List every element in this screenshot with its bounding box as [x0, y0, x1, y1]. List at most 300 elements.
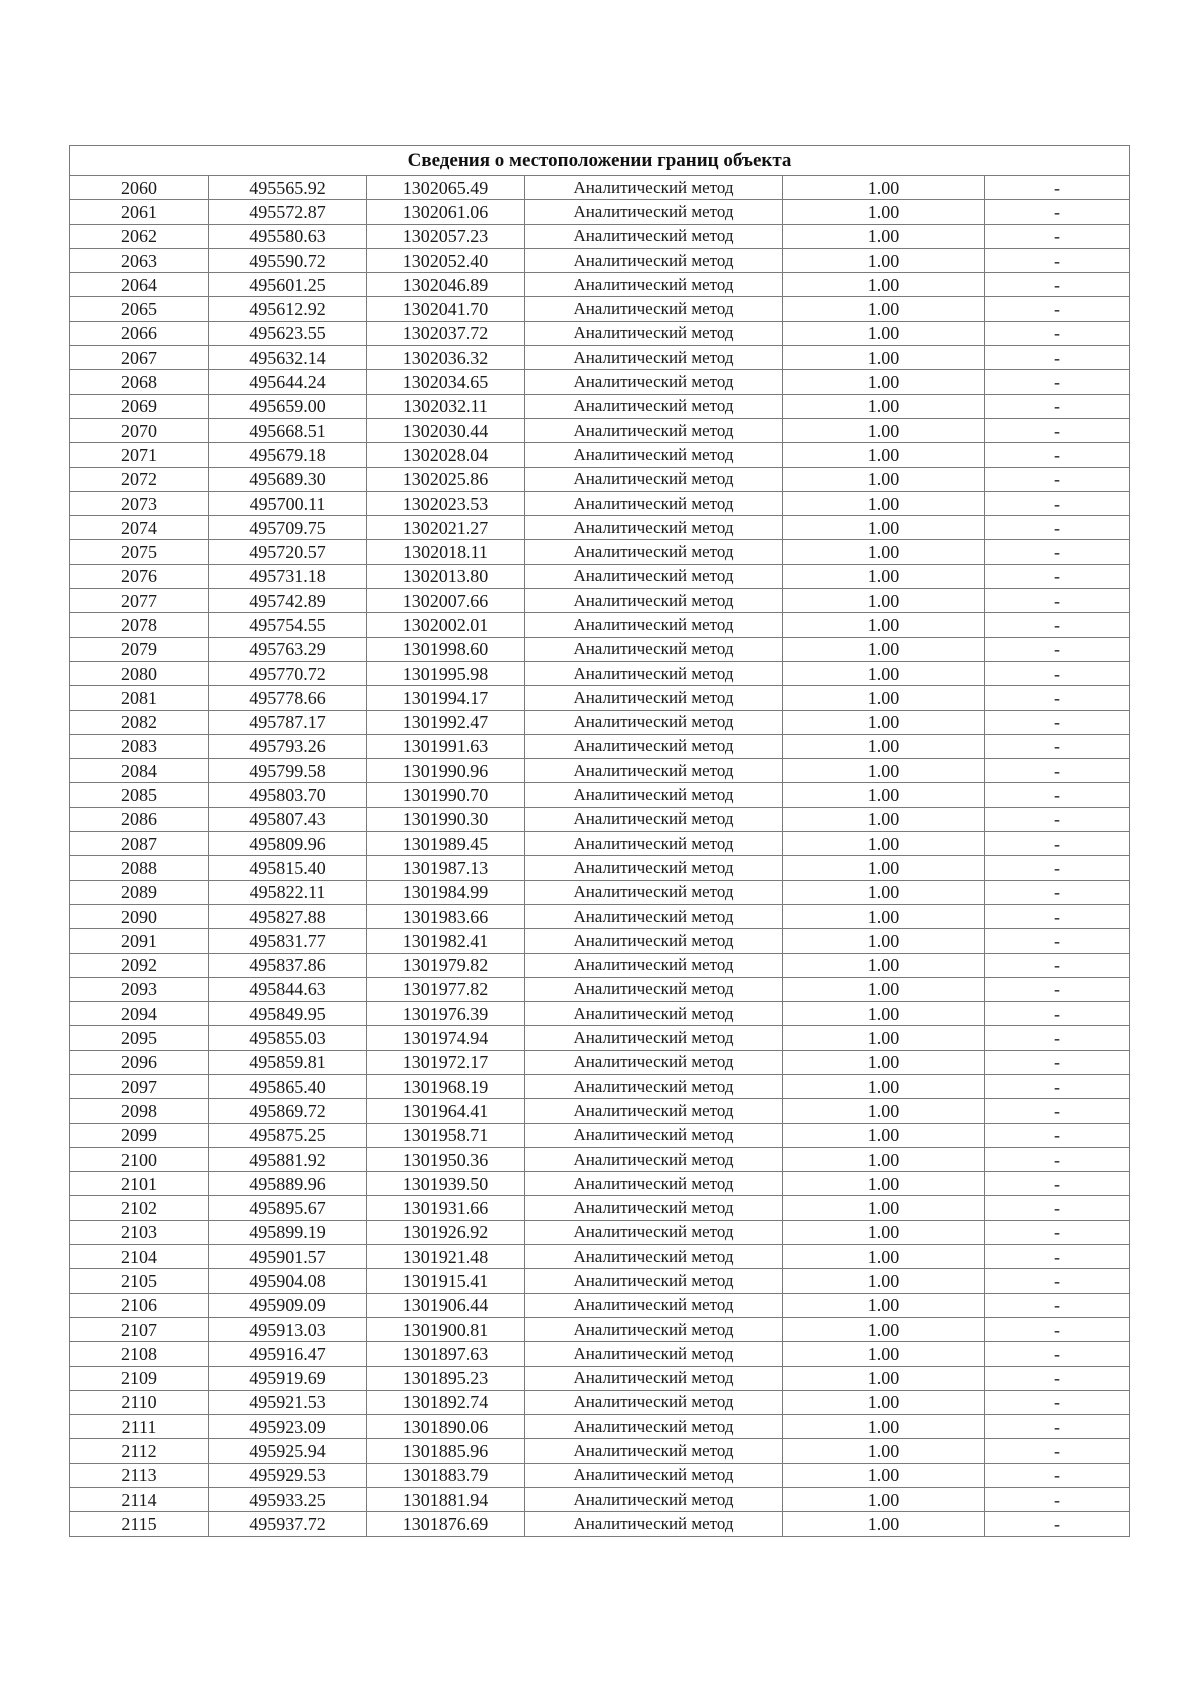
- description-cell: -: [985, 1074, 1130, 1098]
- method-cell: Аналитический метод: [525, 1317, 783, 1341]
- y-coordinate-cell: 1301979.82: [367, 953, 525, 977]
- x-coordinate-cell: 495720.57: [209, 540, 367, 564]
- description-cell: -: [985, 418, 1130, 442]
- accuracy-cell: 1.00: [783, 346, 985, 370]
- accuracy-cell: 1.00: [783, 807, 985, 831]
- method-cell: Аналитический метод: [525, 418, 783, 442]
- description-cell: -: [985, 1439, 1130, 1463]
- table-row: [70, 1050, 1130, 1074]
- method-cell: Аналитический метод: [525, 321, 783, 345]
- description-cell: -: [985, 1220, 1130, 1244]
- y-coordinate-cell: 1301897.63: [367, 1342, 525, 1366]
- x-coordinate-cell: 495572.87: [209, 200, 367, 224]
- description-cell: -: [985, 1293, 1130, 1317]
- y-coordinate-cell: 1302018.11: [367, 540, 525, 564]
- y-coordinate-cell: 1301915.41: [367, 1269, 525, 1293]
- description-cell: -: [985, 661, 1130, 685]
- x-coordinate-cell: 495844.63: [209, 977, 367, 1001]
- table-row: [70, 1463, 1130, 1487]
- method-cell: Аналитический метод: [525, 443, 783, 467]
- accuracy-cell: 1.00: [783, 1439, 985, 1463]
- point-number-cell: 2115: [70, 1512, 209, 1536]
- description-cell: -: [985, 832, 1130, 856]
- accuracy-cell: 1.00: [783, 1463, 985, 1487]
- table-row: [70, 394, 1130, 418]
- y-coordinate-cell: 1302057.23: [367, 224, 525, 248]
- y-coordinate-cell: 1301900.81: [367, 1317, 525, 1341]
- table-row: [70, 1147, 1130, 1171]
- accuracy-cell: 1.00: [783, 1099, 985, 1123]
- method-cell: Аналитический метод: [525, 176, 783, 200]
- y-coordinate-cell: 1302061.06: [367, 200, 525, 224]
- method-cell: Аналитический метод: [525, 1147, 783, 1171]
- description-cell: -: [985, 224, 1130, 248]
- method-cell: Аналитический метод: [525, 953, 783, 977]
- description-cell: -: [985, 248, 1130, 272]
- table-row: [70, 686, 1130, 710]
- point-number-cell: 2091: [70, 929, 209, 953]
- accuracy-cell: 1.00: [783, 224, 985, 248]
- point-number-cell: 2110: [70, 1390, 209, 1414]
- description-cell: -: [985, 710, 1130, 734]
- description-cell: -: [985, 1342, 1130, 1366]
- table-row: [70, 929, 1130, 953]
- description-cell: -: [985, 589, 1130, 613]
- point-number-cell: 2061: [70, 200, 209, 224]
- description-cell: -: [985, 880, 1130, 904]
- accuracy-cell: 1.00: [783, 1512, 985, 1536]
- point-number-cell: 2114: [70, 1488, 209, 1512]
- y-coordinate-cell: 1301939.50: [367, 1172, 525, 1196]
- x-coordinate-cell: 495831.77: [209, 929, 367, 953]
- accuracy-cell: 1.00: [783, 1050, 985, 1074]
- table-row: [70, 467, 1130, 491]
- x-coordinate-cell: 495849.95: [209, 1002, 367, 1026]
- description-cell: -: [985, 977, 1130, 1001]
- x-coordinate-cell: 495865.40: [209, 1074, 367, 1098]
- table-row: [70, 176, 1130, 200]
- y-coordinate-cell: 1301990.30: [367, 807, 525, 831]
- accuracy-cell: 1.00: [783, 1342, 985, 1366]
- accuracy-cell: 1.00: [783, 1366, 985, 1390]
- y-coordinate-cell: 1301926.92: [367, 1220, 525, 1244]
- description-cell: -: [985, 1147, 1130, 1171]
- x-coordinate-cell: 495859.81: [209, 1050, 367, 1074]
- method-cell: Аналитический метод: [525, 394, 783, 418]
- y-coordinate-cell: 1302041.70: [367, 297, 525, 321]
- description-cell: -: [985, 1002, 1130, 1026]
- method-cell: Аналитический метод: [525, 248, 783, 272]
- table-row: [70, 807, 1130, 831]
- x-coordinate-cell: 495632.14: [209, 346, 367, 370]
- method-cell: Аналитический метод: [525, 637, 783, 661]
- description-cell: -: [985, 564, 1130, 588]
- method-cell: Аналитический метод: [525, 710, 783, 734]
- y-coordinate-cell: 1301895.23: [367, 1366, 525, 1390]
- y-coordinate-cell: 1301950.36: [367, 1147, 525, 1171]
- y-coordinate-cell: 1301964.41: [367, 1099, 525, 1123]
- table-row: [70, 248, 1130, 272]
- accuracy-cell: 1.00: [783, 1220, 985, 1244]
- y-coordinate-cell: 1302046.89: [367, 273, 525, 297]
- table-row: [70, 443, 1130, 467]
- y-coordinate-cell: 1301998.60: [367, 637, 525, 661]
- y-coordinate-cell: 1302007.66: [367, 589, 525, 613]
- accuracy-cell: 1.00: [783, 1390, 985, 1414]
- description-cell: -: [985, 1463, 1130, 1487]
- point-number-cell: 2105: [70, 1269, 209, 1293]
- point-number-cell: 2092: [70, 953, 209, 977]
- method-cell: Аналитический метод: [525, 1099, 783, 1123]
- description-cell: -: [985, 1488, 1130, 1512]
- y-coordinate-cell: 1302002.01: [367, 613, 525, 637]
- point-number-cell: 2093: [70, 977, 209, 1001]
- method-cell: Аналитический метод: [525, 1293, 783, 1317]
- x-coordinate-cell: 495937.72: [209, 1512, 367, 1536]
- method-cell: Аналитический метод: [525, 564, 783, 588]
- y-coordinate-cell: 1302052.40: [367, 248, 525, 272]
- method-cell: Аналитический метод: [525, 1512, 783, 1536]
- x-coordinate-cell: 495659.00: [209, 394, 367, 418]
- accuracy-cell: 1.00: [783, 176, 985, 200]
- table-row: [70, 904, 1130, 928]
- x-coordinate-cell: 495601.25: [209, 273, 367, 297]
- method-cell: Аналитический метод: [525, 661, 783, 685]
- accuracy-cell: 1.00: [783, 710, 985, 734]
- accuracy-cell: 1.00: [783, 759, 985, 783]
- description-cell: -: [985, 856, 1130, 880]
- x-coordinate-cell: 495925.94: [209, 1439, 367, 1463]
- x-coordinate-cell: 495731.18: [209, 564, 367, 588]
- method-cell: Аналитический метод: [525, 1123, 783, 1147]
- accuracy-cell: 1.00: [783, 443, 985, 467]
- point-number-cell: 2068: [70, 370, 209, 394]
- x-coordinate-cell: 495580.63: [209, 224, 367, 248]
- table-row: [70, 1074, 1130, 1098]
- accuracy-cell: 1.00: [783, 200, 985, 224]
- description-cell: -: [985, 370, 1130, 394]
- method-cell: Аналитический метод: [525, 589, 783, 613]
- accuracy-cell: 1.00: [783, 564, 985, 588]
- method-cell: Аналитический метод: [525, 734, 783, 758]
- point-number-cell: 2072: [70, 467, 209, 491]
- x-coordinate-cell: 495623.55: [209, 321, 367, 345]
- point-number-cell: 2062: [70, 224, 209, 248]
- table-row: [70, 1269, 1130, 1293]
- y-coordinate-cell: 1301990.70: [367, 783, 525, 807]
- x-coordinate-cell: 495679.18: [209, 443, 367, 467]
- method-cell: Аналитический метод: [525, 1026, 783, 1050]
- x-coordinate-cell: 495855.03: [209, 1026, 367, 1050]
- point-number-cell: 2088: [70, 856, 209, 880]
- method-cell: Аналитический метод: [525, 491, 783, 515]
- x-coordinate-cell: 495923.09: [209, 1415, 367, 1439]
- point-number-cell: 2067: [70, 346, 209, 370]
- method-cell: Аналитический метод: [525, 1342, 783, 1366]
- accuracy-cell: 1.00: [783, 783, 985, 807]
- accuracy-cell: 1.00: [783, 613, 985, 637]
- y-coordinate-cell: 1302036.32: [367, 346, 525, 370]
- accuracy-cell: 1.00: [783, 1172, 985, 1196]
- table-row: [70, 224, 1130, 248]
- table-row: [70, 1317, 1130, 1341]
- x-coordinate-cell: 495895.67: [209, 1196, 367, 1220]
- accuracy-cell: 1.00: [783, 832, 985, 856]
- point-number-cell: 2070: [70, 418, 209, 442]
- method-cell: Аналитический метод: [525, 613, 783, 637]
- table-row: [70, 1390, 1130, 1414]
- y-coordinate-cell: 1301881.94: [367, 1488, 525, 1512]
- table-row: [70, 637, 1130, 661]
- description-cell: -: [985, 443, 1130, 467]
- y-coordinate-cell: 1301972.17: [367, 1050, 525, 1074]
- point-number-cell: 2099: [70, 1123, 209, 1147]
- method-cell: Аналитический метод: [525, 224, 783, 248]
- x-coordinate-cell: 495822.11: [209, 880, 367, 904]
- x-coordinate-cell: 495929.53: [209, 1463, 367, 1487]
- description-cell: -: [985, 273, 1130, 297]
- point-number-cell: 2083: [70, 734, 209, 758]
- x-coordinate-cell: 495754.55: [209, 613, 367, 637]
- point-number-cell: 2071: [70, 443, 209, 467]
- description-cell: -: [985, 734, 1130, 758]
- table-row: [70, 516, 1130, 540]
- point-number-cell: 2066: [70, 321, 209, 345]
- y-coordinate-cell: 1301974.94: [367, 1026, 525, 1050]
- accuracy-cell: 1.00: [783, 1415, 985, 1439]
- table-title: Сведения о местоположении границ объекта: [70, 146, 1130, 176]
- method-cell: Аналитический метод: [525, 1196, 783, 1220]
- table-row: [70, 540, 1130, 564]
- accuracy-cell: 1.00: [783, 370, 985, 394]
- accuracy-cell: 1.00: [783, 977, 985, 1001]
- description-cell: -: [985, 1050, 1130, 1074]
- table-row: [70, 613, 1130, 637]
- method-cell: Аналитический метод: [525, 467, 783, 491]
- x-coordinate-cell: 495799.58: [209, 759, 367, 783]
- table-row: [70, 1488, 1130, 1512]
- y-coordinate-cell: 1301992.47: [367, 710, 525, 734]
- table-row: [70, 734, 1130, 758]
- x-coordinate-cell: 495901.57: [209, 1245, 367, 1269]
- table-row: [70, 273, 1130, 297]
- description-cell: -: [985, 904, 1130, 928]
- description-cell: -: [985, 1415, 1130, 1439]
- point-number-cell: 2065: [70, 297, 209, 321]
- x-coordinate-cell: 495881.92: [209, 1147, 367, 1171]
- point-number-cell: 2107: [70, 1317, 209, 1341]
- table-row: [70, 1415, 1130, 1439]
- accuracy-cell: 1.00: [783, 1123, 985, 1147]
- x-coordinate-cell: 495875.25: [209, 1123, 367, 1147]
- x-coordinate-cell: 495889.96: [209, 1172, 367, 1196]
- method-cell: Аналитический метод: [525, 1366, 783, 1390]
- boundary-table: [69, 145, 1130, 1537]
- point-number-cell: 2078: [70, 613, 209, 637]
- x-coordinate-cell: 495913.03: [209, 1317, 367, 1341]
- x-coordinate-cell: 495700.11: [209, 491, 367, 515]
- y-coordinate-cell: 1302021.27: [367, 516, 525, 540]
- accuracy-cell: 1.00: [783, 1147, 985, 1171]
- method-cell: Аналитический метод: [525, 1074, 783, 1098]
- accuracy-cell: 1.00: [783, 394, 985, 418]
- y-coordinate-cell: 1301876.69: [367, 1512, 525, 1536]
- point-number-cell: 2082: [70, 710, 209, 734]
- y-coordinate-cell: 1301991.63: [367, 734, 525, 758]
- x-coordinate-cell: 495793.26: [209, 734, 367, 758]
- y-coordinate-cell: 1301995.98: [367, 661, 525, 685]
- accuracy-cell: 1.00: [783, 1196, 985, 1220]
- description-cell: -: [985, 540, 1130, 564]
- x-coordinate-cell: 495689.30: [209, 467, 367, 491]
- x-coordinate-cell: 495644.24: [209, 370, 367, 394]
- y-coordinate-cell: 1302032.11: [367, 394, 525, 418]
- y-coordinate-cell: 1302037.72: [367, 321, 525, 345]
- accuracy-cell: 1.00: [783, 321, 985, 345]
- y-coordinate-cell: 1301990.96: [367, 759, 525, 783]
- x-coordinate-cell: 495827.88: [209, 904, 367, 928]
- description-cell: -: [985, 1366, 1130, 1390]
- table-row: [70, 1172, 1130, 1196]
- y-coordinate-cell: 1301892.74: [367, 1390, 525, 1414]
- accuracy-cell: 1.00: [783, 904, 985, 928]
- point-number-cell: 2106: [70, 1293, 209, 1317]
- table-row: [70, 1439, 1130, 1463]
- table-row: [70, 1512, 1130, 1536]
- y-coordinate-cell: 1302034.65: [367, 370, 525, 394]
- x-coordinate-cell: 495770.72: [209, 661, 367, 685]
- y-coordinate-cell: 1301989.45: [367, 832, 525, 856]
- point-number-cell: 2097: [70, 1074, 209, 1098]
- method-cell: Аналитический метод: [525, 1390, 783, 1414]
- table-row: [70, 346, 1130, 370]
- table-row: [70, 710, 1130, 734]
- y-coordinate-cell: 1302065.49: [367, 176, 525, 200]
- x-coordinate-cell: 495909.09: [209, 1293, 367, 1317]
- point-number-cell: 2090: [70, 904, 209, 928]
- point-number-cell: 2079: [70, 637, 209, 661]
- x-coordinate-cell: 495807.43: [209, 807, 367, 831]
- accuracy-cell: 1.00: [783, 1488, 985, 1512]
- method-cell: Аналитический метод: [525, 783, 783, 807]
- y-coordinate-cell: 1301906.44: [367, 1293, 525, 1317]
- table-row: [70, 1366, 1130, 1390]
- method-cell: Аналитический метод: [525, 516, 783, 540]
- point-number-cell: 2074: [70, 516, 209, 540]
- table-row: [70, 1196, 1130, 1220]
- method-cell: Аналитический метод: [525, 346, 783, 370]
- method-cell: Аналитический метод: [525, 1220, 783, 1244]
- accuracy-cell: 1.00: [783, 1026, 985, 1050]
- table-row: [70, 200, 1130, 224]
- x-coordinate-cell: 495612.92: [209, 297, 367, 321]
- point-number-cell: 2075: [70, 540, 209, 564]
- y-coordinate-cell: 1301931.66: [367, 1196, 525, 1220]
- accuracy-cell: 1.00: [783, 1245, 985, 1269]
- table-row: [70, 1220, 1130, 1244]
- table-row: [70, 491, 1130, 515]
- y-coordinate-cell: 1301885.96: [367, 1439, 525, 1463]
- description-cell: -: [985, 491, 1130, 515]
- description-cell: -: [985, 1269, 1130, 1293]
- table-body: [70, 176, 1130, 1537]
- point-number-cell: 2098: [70, 1099, 209, 1123]
- description-cell: -: [985, 297, 1130, 321]
- description-cell: -: [985, 953, 1130, 977]
- table-row: [70, 977, 1130, 1001]
- table-row: [70, 418, 1130, 442]
- point-number-cell: 2112: [70, 1439, 209, 1463]
- y-coordinate-cell: 1301883.79: [367, 1463, 525, 1487]
- table-row: [70, 1123, 1130, 1147]
- x-coordinate-cell: 495837.86: [209, 953, 367, 977]
- y-coordinate-cell: 1302013.80: [367, 564, 525, 588]
- description-cell: -: [985, 176, 1130, 200]
- y-coordinate-cell: 1302028.04: [367, 443, 525, 467]
- method-cell: Аналитический метод: [525, 686, 783, 710]
- table-row: [70, 1026, 1130, 1050]
- point-number-cell: 2103: [70, 1220, 209, 1244]
- description-cell: -: [985, 516, 1130, 540]
- accuracy-cell: 1.00: [783, 1002, 985, 1026]
- point-number-cell: 2077: [70, 589, 209, 613]
- description-cell: -: [985, 686, 1130, 710]
- x-coordinate-cell: 495933.25: [209, 1488, 367, 1512]
- x-coordinate-cell: 495590.72: [209, 248, 367, 272]
- accuracy-cell: 1.00: [783, 589, 985, 613]
- point-number-cell: 2080: [70, 661, 209, 685]
- method-cell: Аналитический метод: [525, 1488, 783, 1512]
- y-coordinate-cell: 1302025.86: [367, 467, 525, 491]
- accuracy-cell: 1.00: [783, 1074, 985, 1098]
- method-cell: Аналитический метод: [525, 807, 783, 831]
- point-number-cell: 2100: [70, 1147, 209, 1171]
- point-number-cell: 2087: [70, 832, 209, 856]
- table-row: [70, 321, 1130, 345]
- table-row: [70, 589, 1130, 613]
- method-cell: Аналитический метод: [525, 880, 783, 904]
- x-coordinate-cell: 495778.66: [209, 686, 367, 710]
- accuracy-cell: 1.00: [783, 1317, 985, 1341]
- accuracy-cell: 1.00: [783, 637, 985, 661]
- x-coordinate-cell: 495815.40: [209, 856, 367, 880]
- point-number-cell: 2085: [70, 783, 209, 807]
- method-cell: Аналитический метод: [525, 1050, 783, 1074]
- table-row: [70, 297, 1130, 321]
- accuracy-cell: 1.00: [783, 273, 985, 297]
- x-coordinate-cell: 495709.75: [209, 516, 367, 540]
- description-cell: -: [985, 394, 1130, 418]
- table-row: [70, 856, 1130, 880]
- x-coordinate-cell: 495809.96: [209, 832, 367, 856]
- point-number-cell: 2076: [70, 564, 209, 588]
- y-coordinate-cell: 1301968.19: [367, 1074, 525, 1098]
- description-cell: -: [985, 1026, 1130, 1050]
- point-number-cell: 2069: [70, 394, 209, 418]
- point-number-cell: 2113: [70, 1463, 209, 1487]
- description-cell: -: [985, 321, 1130, 345]
- table-row: [70, 1099, 1130, 1123]
- accuracy-cell: 1.00: [783, 686, 985, 710]
- accuracy-cell: 1.00: [783, 491, 985, 515]
- description-cell: -: [985, 759, 1130, 783]
- method-cell: Аналитический метод: [525, 1463, 783, 1487]
- description-cell: -: [985, 637, 1130, 661]
- method-cell: Аналитический метод: [525, 832, 783, 856]
- x-coordinate-cell: 495787.17: [209, 710, 367, 734]
- description-cell: -: [985, 807, 1130, 831]
- description-cell: -: [985, 613, 1130, 637]
